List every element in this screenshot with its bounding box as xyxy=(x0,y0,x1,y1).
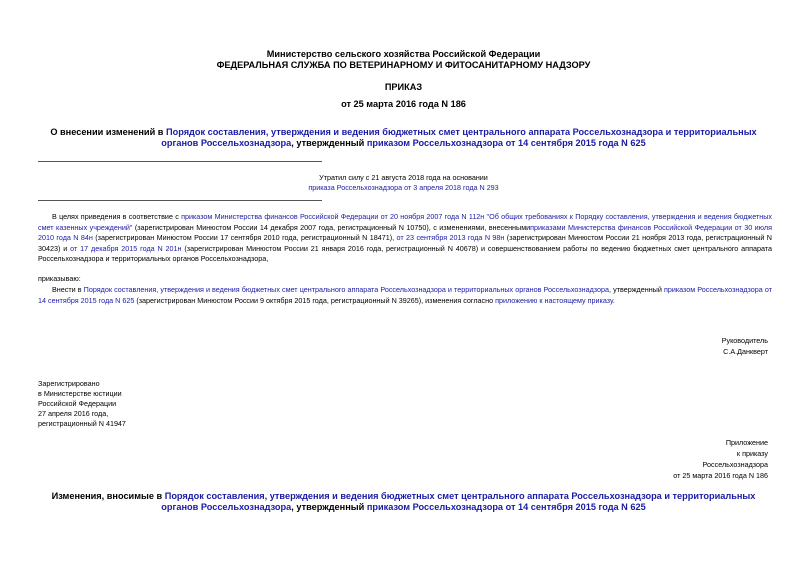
changes-title xyxy=(40,491,767,513)
divider-top xyxy=(38,161,322,162)
preamble-paragraph xyxy=(38,212,772,265)
status-link-order-293[interactable]: приказа Россельхознадзора от 3 апреля 2018 года N 293 xyxy=(308,183,499,192)
registration-line-4: 27 апреля 2016 года, xyxy=(38,409,109,418)
changes-title-link-procedure[interactable]: Порядок составления, утверждения и ведения бюджетных смет центрального аппарата Россельхознадзора и территориальных органов Россельхознадзора xyxy=(161,491,756,512)
appendix-line-2: к приказу xyxy=(736,449,768,458)
signature-role: Руководитель xyxy=(721,336,768,345)
document-title xyxy=(40,127,767,149)
order-link-appendix[interactable]: приложению к настоящему приказу xyxy=(495,295,613,305)
changes-title-prefix: Изменения, вносимые в xyxy=(51,491,165,501)
signature-name: С.А.Данкверт xyxy=(723,347,768,356)
appendix-line-1: Приложение xyxy=(725,438,768,447)
preamble-text-4: (зарегистрирован Минюстом России 21 ноября 2013 года, регистрационный N 30423) и xyxy=(38,233,772,253)
preamble-link-order-112n[interactable]: приказом Министерства финансов Российской Федерации от 20 ноября 2007 года N 112н "Об общих требованиях к Порядку составления, утверждения и ведения бюджетных смет казенных учреждений" xyxy=(38,212,773,232)
divider-bottom xyxy=(38,200,322,201)
title-link-order-625[interactable]: приказом Россельхознадзора от 14 сентября 2015 года N 625 xyxy=(366,138,646,148)
preamble-text-2: (зарегистрирован Минюстом России 14 декабря 2007 года, регистрационный N 10750), с изменениями, внесенными xyxy=(132,222,531,232)
order-text-1: Внести в xyxy=(52,285,84,294)
order-link-procedure[interactable]: Порядок составления, утверждения и ведения бюджетных смет центрального аппарата Россельхознадзора и территориальных органов Россельхознадзора xyxy=(83,285,610,294)
preamble-link-order-98n[interactable]: от 23 сентября 2013 года N 98н xyxy=(396,233,505,243)
appendix-line-4: от 25 марта 2016 года N 186 xyxy=(673,471,768,480)
order-paragraph xyxy=(38,285,772,306)
registration-line-3: Российской Федерации xyxy=(38,399,117,408)
registration-line-1: Зарегистрировано xyxy=(38,379,100,388)
order-text-4: . xyxy=(612,295,615,305)
order-text-3: (зарегистрирован Минюстом России 9 октября 2015 года, регистрационный N 39265), изменения согласно xyxy=(134,295,496,305)
ministry-name: Министерство сельского хозяйства Российской Федерации xyxy=(266,49,541,59)
document-type: ПРИКАЗ xyxy=(384,82,423,92)
changes-title-link-order-625[interactable]: приказом Россельхознадзора от 14 сентября 2015 года N 625 xyxy=(366,502,646,512)
order-text-2: , утвержденный xyxy=(609,285,664,294)
registration-line-2: в Министерстве юстиции xyxy=(38,389,122,398)
status-note-link-line xyxy=(0,183,807,194)
title-link-procedure[interactable]: Порядок составления, утверждения и ведения бюджетных смет центрального аппарата Россельхознадзора и территориальных органов Россельхознадзора xyxy=(161,127,757,148)
title-mid: , утвержденный xyxy=(291,138,367,148)
registration-line-5: регистрационный N 41947 xyxy=(38,419,126,428)
changes-title-mid: , утвержденный xyxy=(291,502,367,512)
order-word: приказываю: xyxy=(38,274,81,283)
title-prefix: О внесении изменений в xyxy=(50,127,166,137)
preamble-link-order-201n[interactable]: от 17 декабря 2015 года N 201н xyxy=(70,243,182,253)
document-date: от 25 марта 2016 года N 186 xyxy=(341,99,466,109)
preamble-link-order-84n[interactable]: приказами Министерства финансов Российской Федерации от 30 июля 2010 года N 84н xyxy=(38,222,772,243)
preamble-text-5: (зарегистрирован Минюстом России 21 января 2016 года, регистрационный N 40678) и совершенствованием работы по ведению бюджетных смет центрального аппарата Россельхознадзора и территориальных органов Россельхознадзора, xyxy=(38,243,772,264)
preamble-text-3: (зарегистрирован Минюстом России 17 сентября 2010 года, регистрационный N 18471), xyxy=(92,233,397,243)
order-link-order-625[interactable]: приказом Россельхознадзора от 14 сентября 2015 года N 625 xyxy=(38,285,772,305)
appendix-line-3: Россельхознадзора xyxy=(702,460,768,469)
service-name: ФЕДЕРАЛЬНАЯ СЛУЖБА ПО ВЕТЕРИНАРНОМУ И ФИТОСАНИТАРНОМУ НАДЗОРУ xyxy=(216,60,591,70)
status-note: Утратил силу с 21 августа 2018 года на основании xyxy=(319,173,488,182)
preamble-text-1: В целях приведения в соответствие с xyxy=(52,212,182,221)
